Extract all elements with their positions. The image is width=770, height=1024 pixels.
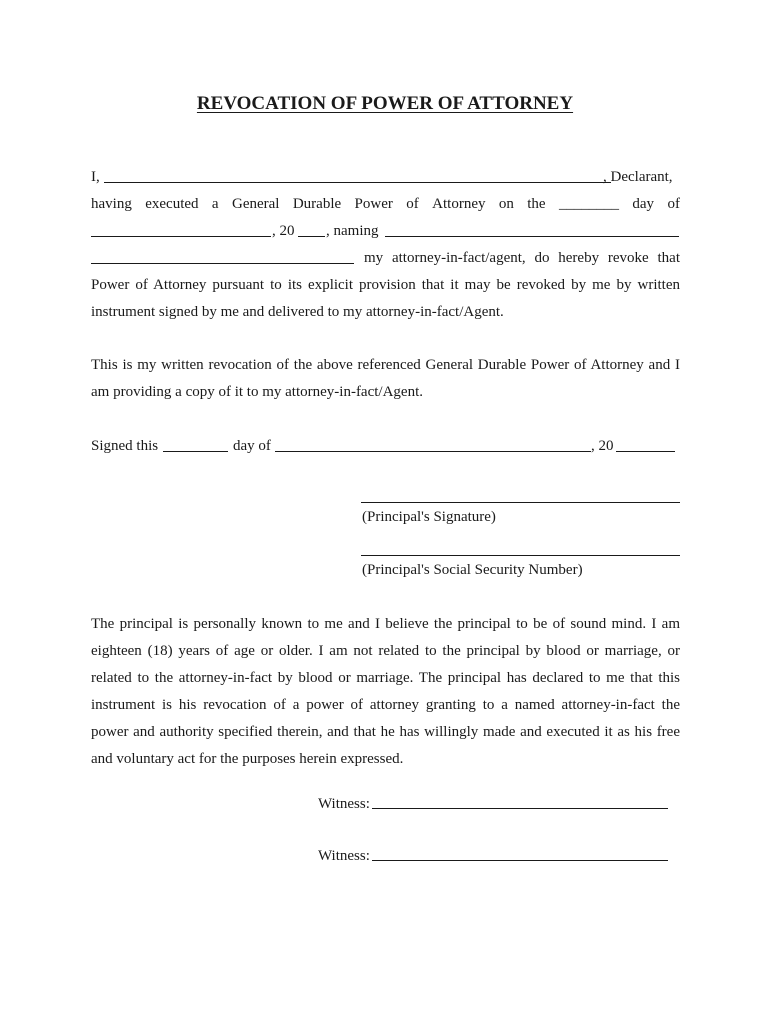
day-blank-field[interactable]: ________ [558,196,619,212]
witness-2-label: Witness: [318,848,370,864]
text-signed-this: Signed this [91,438,159,454]
paragraph-3-line-1: The principal is personally known to me and I believe the principal to be of sound mind. I am [91,616,680,632]
agent-line [91,249,680,267]
text-comma-20-signed: , 20 [591,438,614,454]
agent-name-field-2[interactable] [91,263,354,264]
paragraph-1-line-5: Power of Attorney pursuant to its explicit provision that it may be revoked by me by written [91,277,680,293]
text-comma-20: , 20 [272,223,295,239]
principal-signature-label: (Principal's Signature) [362,509,496,525]
paragraph-3-line-4: instrument is his revocation of a power of attorney granting to a named attorney-in-fact the [91,697,680,713]
executed-line [91,195,680,213]
text-revoke: my attorney-in-fact/agent, do hereby revoke that [364,250,680,266]
text-declarant: , Declarant, [603,169,673,185]
text-naming: , naming [326,223,379,239]
witness-1-label: Witness: [318,796,370,812]
paragraph-3-line-2: eighteen (18) years of age or older. I am not related to the principal by blood or marriage, or [91,643,680,659]
witness-1-signature-field[interactable] [372,808,668,809]
word: Durable [292,196,342,212]
declarant-name-field[interactable] [104,182,611,183]
principal-signature-field[interactable] [361,502,680,503]
signed-line [91,437,680,455]
signed-year-field[interactable] [616,451,675,452]
word: of [406,196,419,212]
date-naming-line [91,222,680,240]
word: on [498,196,514,212]
word: Attorney [432,196,486,212]
word: the [527,196,546,212]
word: a [211,196,219,212]
paragraph-3-line-6: and voluntary act for the purposes herein expressed. [91,751,404,767]
agent-name-field-1[interactable] [385,236,679,237]
signed-day-field[interactable] [163,451,228,452]
witness-2-signature-field[interactable] [372,860,668,861]
paragraph-1-line-6: instrument signed by me and delivered to my attorney-in-fact/Agent. [91,304,504,320]
paragraph-3-line-3: related to the attorney-in-fact by blood or marriage. The principal has declared to me that this [91,670,680,686]
month-field[interactable] [91,236,271,237]
word: Power [354,196,393,212]
word: having [91,196,132,212]
text-i: I, [91,169,100,185]
principal-ssn-label: (Principal's Social Security Number) [362,562,583,578]
word: of [667,196,680,212]
paragraph-3-line-5: power and authority specified therein, and that he has willingly made and executed it as his free [91,724,680,740]
word: day [632,196,655,212]
declarant-line [91,168,680,186]
principal-ssn-field[interactable] [361,555,680,556]
word: executed [145,196,199,212]
text-day-of: day of [233,438,271,454]
year-field[interactable] [298,236,325,237]
paragraph-2-line-1: This is my written revocation of the above referenced General Durable Power of Attorney and I [91,357,680,373]
paragraph-2-line-2: am providing a copy of it to my attorney-in-fact/Agent. [91,384,423,400]
signed-month-field[interactable] [275,451,591,452]
word: General [231,196,280,212]
document-title: REVOCATION OF POWER OF ATTORNEY [196,93,574,114]
